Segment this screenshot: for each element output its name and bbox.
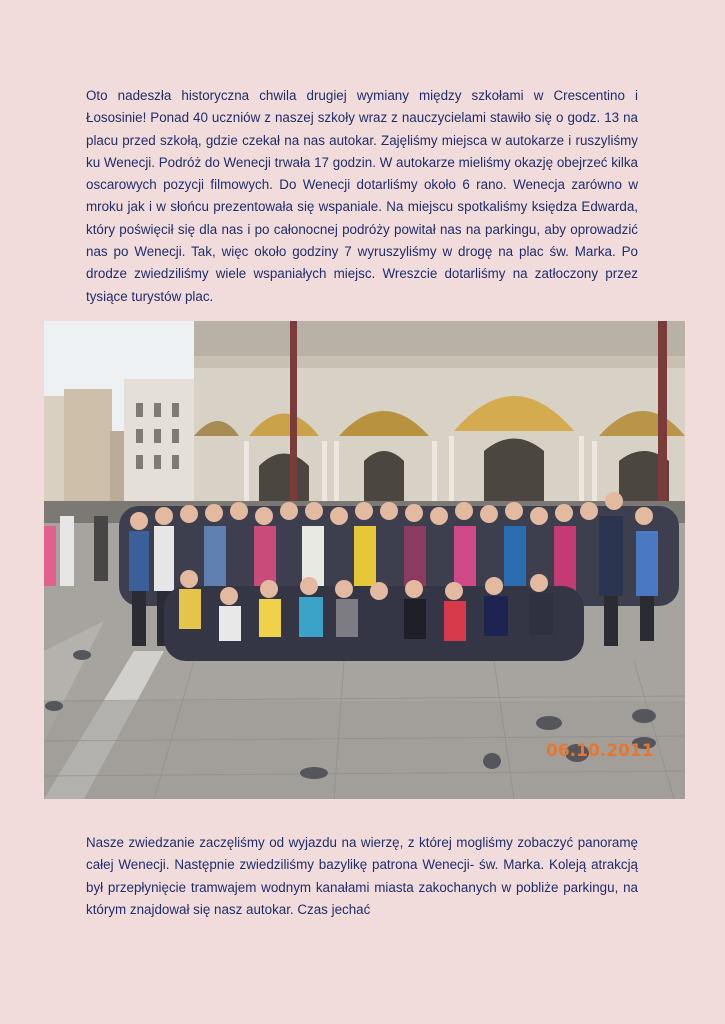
photo-date-stamp: 06.10.2011 [546,741,654,761]
group-photo-st-marks-square [44,321,685,799]
paragraph-sightseeing: Nasze zwiedzanie zaczęliśmy od wyjazdu na wierzę, z której mogliśmy zobaczyć panoramę całej Wenecji. Następnie zwiedziliśmy bazylikę patrona Wenecji- św. Marka. Koleją atrakcją był przepłynięcie tramwajem wodnym kanałami miasta zakochanych w pobliże parkingu, na którym znajdował się nasz autokar. Czas jechać [86,835,638,917]
paragraph-intro: Oto nadeszła historyczna chwila drugiej wymiany między szkołami w Crescentino i Łososinie! Ponad 40 uczniów z naszej szkoły wraz z nauczycielami stawiło się o godz. 13 na placu przed szkołą, gdzie czekał na nas autokar. Zajęliśmy miejsca w autokarze i ruszyliśmy ku Wenecji. Podróż do Wenecji trwała 17 godzin. W autokarze mieliśmy okazję obejrzeć kilka oscarowych pozycji filmowych. Do Wenecji dotarliśmy około 6 rano. Wenecja zarówno w mroku jak i w słońcu prezentowała się wspaniale. Na miejscu spotkaliśmy księdza Edwarda, który poświęcił się dla nas i po całonocnej podróży powitał nas na parkingu, aby oprowadzić nas po Wenecji. Tak, więc około godziny 7 wyruszyliśmy w drogę na plac św. Marka. Po drodze zwiedziliśmy wiele wspaniałych miejsc. Wreszcie dotarliśmy na zatłoczony przez tysiące turystów plac. [86,88,638,304]
